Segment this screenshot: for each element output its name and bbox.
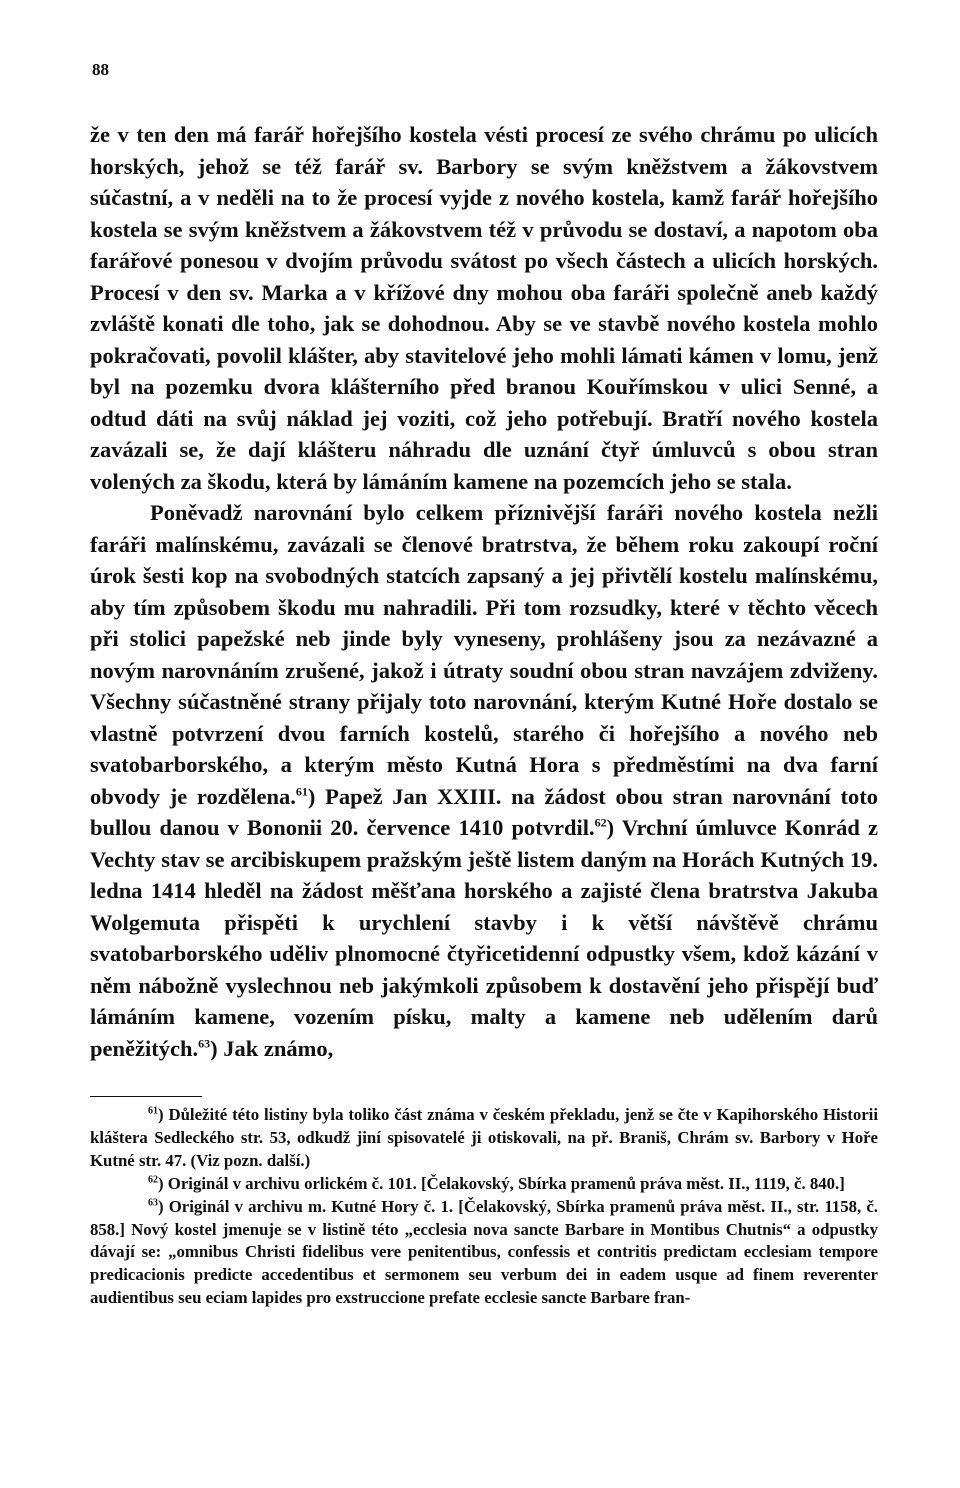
paragraph-2-part-c: ) Vrchní úmluvce Konrád z Vechty stav se arcibiskupem pražským ještě listem daným na Horách Kutných 19. ledna 1414 hleděl na žádost měšťana horského a zajisté člena bratrstva Jakuba Wolgemuta přispěti k urychlení stavby i k větší návštěvě chrámu svatobarborského uděliv plnomocné čtyřicetidenní odpustky všem, kdož kázání v něm nábožně vyslechnou neb jakýmkoli způsobem k dostavění jeho přispějí buď lámáním kamene, vozením písku, malty a kamene neb udělením darů peněžitých. [90, 815, 878, 1061]
footnote-63 [90, 1196, 878, 1311]
footnotes [90, 1104, 878, 1310]
footnote-text: ) Důležité této listiny byla toliko část známa v českém překladu, jenž se čte v Kapihorského Historii kláštera Sedleckého str. 53, odkudž jiní spisovatelé ji otiskovali, na př. Braniš, Chrám sv. Barbory v Hoře Kutné str. 47. (Viz pozn. další.) [90, 1105, 878, 1170]
footnote-mark: 62 [148, 1174, 158, 1186]
footnote-ref-62: 62 [594, 815, 607, 830]
paragraph-2-part-b: ) Papež Jan XXIII. na žádost obou stran narovnání toto bullou danou v Bononii 20. července 1410 potvrdil. [90, 783, 879, 840]
footnote-mark: 63 [148, 1197, 158, 1209]
paragraph-2-part-d: ) Jak známo, [210, 1035, 334, 1061]
paragraph-2 [90, 497, 878, 1064]
footnote-ref-63: 63 [198, 1036, 211, 1050]
footnote-ref-61: 61 [295, 784, 308, 798]
paragraph-2-part-a: Poněvadž narovnání bylo celkem příznivější faráři nového kostela nežli faráři malínskému, zavázali se členové bratrstva, že během roku zakoupí roční úrok šesti kop na svobodných statcích zapsaný a jej přivtělí kostelu malínskému, aby tím způsobem škodu mu nahradili. Při tom rozsudky, které v těchto věcech při stolici papežské neb jinde byly vyneseny, prohlášeny jsou za nezávazné a novým narovnáním zrušené, jakož i útraty soudní obou stran navzájem zdviženy. Všechny súčastněné strany přijaly toto narovnání, kterým Kutné Hoře dostalo se vlastně potvrzení dvou farních kostelů, starého či hořejšího a nového neb svatobarborského, a kterým město Kutná Hora s předměstími na dva farní obvody je rozdělena. [90, 500, 878, 809]
footnote-mark: 61 [148, 1105, 158, 1117]
footnote-separator [90, 1096, 202, 1097]
main-text [90, 119, 878, 1064]
paragraph-1: že v ten den má farář hořejšího kostela vésti procesí ze svého chrámu po ulicích horských, jehož se též farář sv. Barbory se svým kněžstvem a žákovstvem súčastní, a v neděli na to že procesí vyjde z nového kostela, kamž farář hořejšího kostela se svým kněžstvem a žákovstvem též v průvodu se dostaví, a napotom oba farářové ponesou v dvojím průvodu svátost po všech částech a ulicích horských. Procesí v den sv. Marka a v křížové dny mohou oba faráři společně aneb každý zvláště konati dle toho, jak se dohodnou. Aby se ve stavbě nového kostela mohlo pokračovati, povolil klášter, aby stavitelové jeho mohli lámati kámen v lomu, jenž byl na pozemku dvora klášterního před branou Kouřímskou v ulici Senné, a odtud dáti na svůj náklad jej voziti, což jeho potřebují. Bratří nového kostela zavázali se, že dají klášteru náhradu dle uznání čtyř úmluvců s obou stran volených za škodu, která by lámáním kamene na pozemcích jeho se stala. [90, 122, 878, 494]
footnote-text: ) Originál v archivu orlickém č. 101. [Čelakovský, Sbírka pramenů práva měst. II., 1119, č. 840.] [158, 1173, 845, 1193]
footnote-text: ) Originál v archivu m. Kutné Hory č. 1. [Čelakovský, Sbírka pramenů práva měst. II., str. 1158, č. 858.] Nový kostel jmenuje se v listině této „ecclesia nova sancte Barbare in Montibus Chutnis“ a odpustky dávají se: „omnibus Christi fidelibus vere penitentibus, confessis et contritis predictam ecclesiam tempore predicacionis predicte accedentibus et sermonem seu verbum dei in eadem usque ad finem reverenter audientibus seu eciam lapides pro exstruccione prefate ecclesie sancte Barbare fran- [90, 1196, 878, 1308]
footnote-61 [90, 1104, 878, 1173]
footnote-62 [90, 1173, 878, 1196]
page-number: 88 [92, 60, 109, 79]
